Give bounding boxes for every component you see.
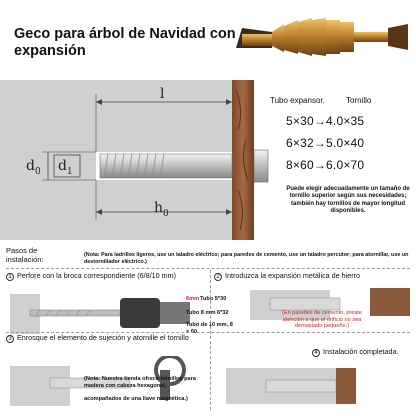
label-d0: $d_0$ xyxy=(26,158,41,177)
label-length: l xyxy=(160,86,165,102)
spec-header-screw: Tornillo xyxy=(346,96,372,105)
step-text: Enrosque el elemento de sujeción y atornille el tornillo xyxy=(17,333,189,342)
spec-header-tube: Tubo expansor. xyxy=(270,96,325,105)
wrench-note-2: acompañados de una llave magnética.) xyxy=(84,396,188,402)
step-number: 2 xyxy=(214,273,222,281)
label-h0: $h_0$ xyxy=(154,200,169,219)
drill-label-6mm: 6mm xyxy=(186,296,200,302)
spec-row: 8×60→6.0×70 xyxy=(286,158,365,172)
step-text: Perfore con la broca correspondiente (6/8/10 mm) xyxy=(17,271,177,280)
spec-note: Puede elegir adecuadamente un tamaño de tornillo superior según sus necesidades; también hay tornillos de mayor longitud disponibles. xyxy=(286,186,410,215)
step-1 xyxy=(6,272,206,281)
completed-illustration xyxy=(226,364,412,408)
step-2 xyxy=(214,272,414,281)
step-number: 1 xyxy=(6,273,14,281)
step-text: Introduzca la expansión metálica de hierro xyxy=(225,271,361,280)
step-3 xyxy=(6,334,206,343)
install-note: (Nota: Para ladrillos ligeros, use un taladro eléctrico; para paredes de cemento, use un taladro percutor; para atornillar, use un destornillador eléctrico.) xyxy=(84,252,409,265)
divider xyxy=(6,268,410,269)
step-number: 4 xyxy=(312,349,320,357)
step-4 xyxy=(312,348,416,357)
divider xyxy=(210,270,211,410)
product-title: Geco para árbol de Navidad con expansión xyxy=(14,26,236,59)
tube-label-8x60: Tubo de 10 mm, 8 × 60 xyxy=(186,322,233,335)
step-number: 3 xyxy=(6,335,14,343)
cement-warning: (En paredes de cemento, preste atención a que el orificio no sea demasiado pequeño.) xyxy=(282,310,362,330)
divider xyxy=(6,332,410,333)
spec-row: 5×30→4.0×35 xyxy=(286,114,365,128)
spec-row: 6×32→5.0×40 xyxy=(286,136,365,150)
screw-anchor-image xyxy=(232,14,412,64)
tube-label-5x30: Tubo 5*30 xyxy=(200,296,227,302)
step-text: Instalación completada. xyxy=(323,347,399,356)
wrench-note: (Nota: Nuestra tienda ofrece tornillos para madera con cabeza hexagonal, xyxy=(84,376,196,389)
install-heading: Pasos de instalación: xyxy=(6,246,44,264)
label-d1: $d_1$ xyxy=(58,158,73,177)
tube-label-6x32: Tubo 8 mm 6*32 xyxy=(186,310,229,316)
